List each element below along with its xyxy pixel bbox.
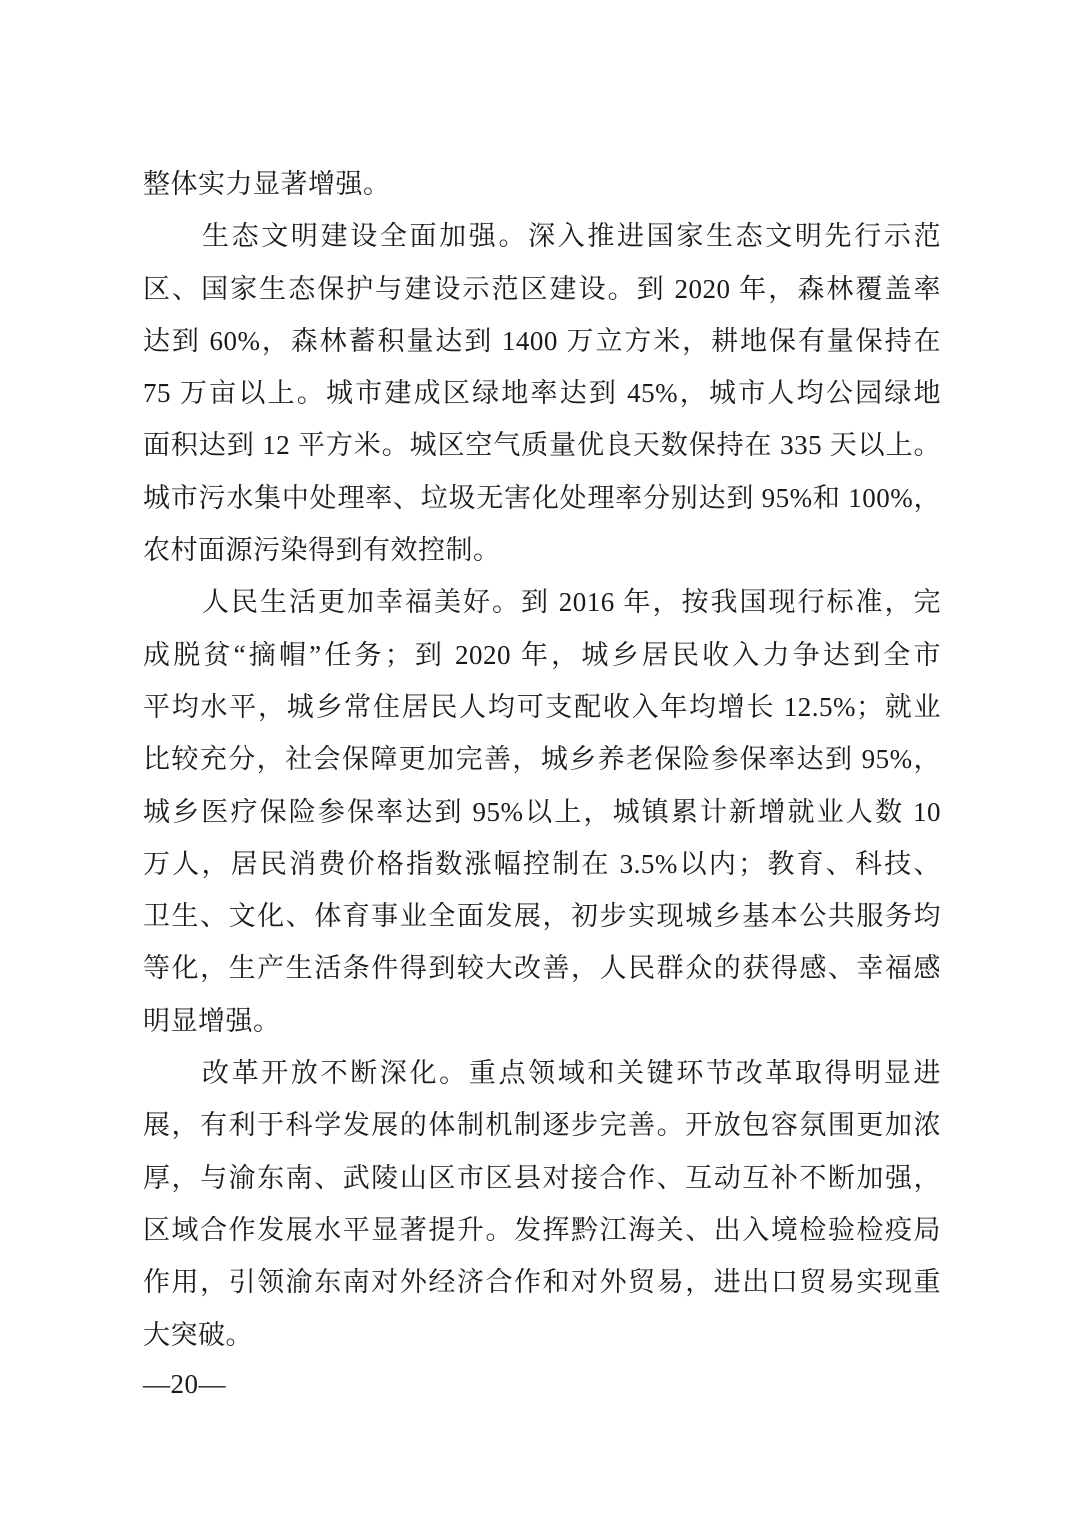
text-line: 区域合作发展水平显著提升。发挥黔江海关、出入境检验检疫局 bbox=[143, 1214, 941, 1245]
text-line: 厚，与渝东南、武陵山区市区县对接合作、互动互补不断加强， bbox=[143, 1162, 941, 1193]
text-line: 农村面源污染得到有效控制。 bbox=[143, 535, 501, 566]
text-line: 平均水平，城乡常住居民人均可支配收入年均增长 12.5%；就业 bbox=[143, 691, 941, 722]
text-line: 人民生活更加幸福美好。到 2016 年，按我国现行标准，完 bbox=[202, 587, 941, 618]
text-line: 成脱贫“摘帽”任务；到 2020 年，城乡居民收入力争达到全市 bbox=[143, 639, 941, 670]
text-line: 明显增强。 bbox=[143, 1005, 281, 1036]
text-block bbox=[143, 158, 941, 1361]
text-line: 区、国家生态保护与建设示范区建设。到 2020 年，森林覆盖率 bbox=[143, 273, 941, 304]
text-line: 比较充分，社会保障更加完善，城乡养老保险参保率达到 95%， bbox=[143, 744, 941, 775]
text-line: 卫生、文化、体育事业全面发展，初步实现城乡基本公共服务均 bbox=[143, 901, 941, 932]
text-line: 生态文明建设全面加强。深入推进国家生态文明先行示范 bbox=[202, 221, 941, 252]
text-line: 达到 60%，森林蓄积量达到 1400 万立方米，耕地保有量保持在 bbox=[143, 325, 941, 356]
text-line: 万人，居民消费价格指数涨幅控制在 3.5%以内；教育、科技、 bbox=[143, 848, 941, 879]
text-line: 面积达到 12 平方米。城区空气质量优良天数保持在 335 天以上。 bbox=[143, 430, 941, 461]
text-line: 作用，引领渝东南对外经济合作和对外贸易，进出口贸易实现重 bbox=[143, 1267, 941, 1298]
page-number: —20— bbox=[143, 1369, 226, 1399]
text-line: 整体实力显著增强。 bbox=[143, 169, 391, 199]
text-line: 城乡医疗保险参保率达到 95%以上，城镇累计新增就业人数 10 bbox=[143, 796, 941, 827]
text-line: 城市污水集中处理率、垃圾无害化处理率分别达到 95%和 100%， bbox=[143, 482, 941, 513]
text-line: 75 万亩以上。城市建成区绿地率达到 45%，城市人均公园绿地 bbox=[143, 378, 941, 409]
text-line: 大突破。 bbox=[143, 1319, 253, 1350]
text-line: 改革开放不断深化。重点领域和关键环节改革取得明显进 bbox=[202, 1058, 941, 1089]
text-line: 展，有利于科学发展的体制机制逐步完善。开放包容氛围更加浓 bbox=[143, 1110, 941, 1141]
text-line: 等化，生产生活条件得到较大改善，人民群众的获得感、幸福感 bbox=[143, 953, 941, 984]
